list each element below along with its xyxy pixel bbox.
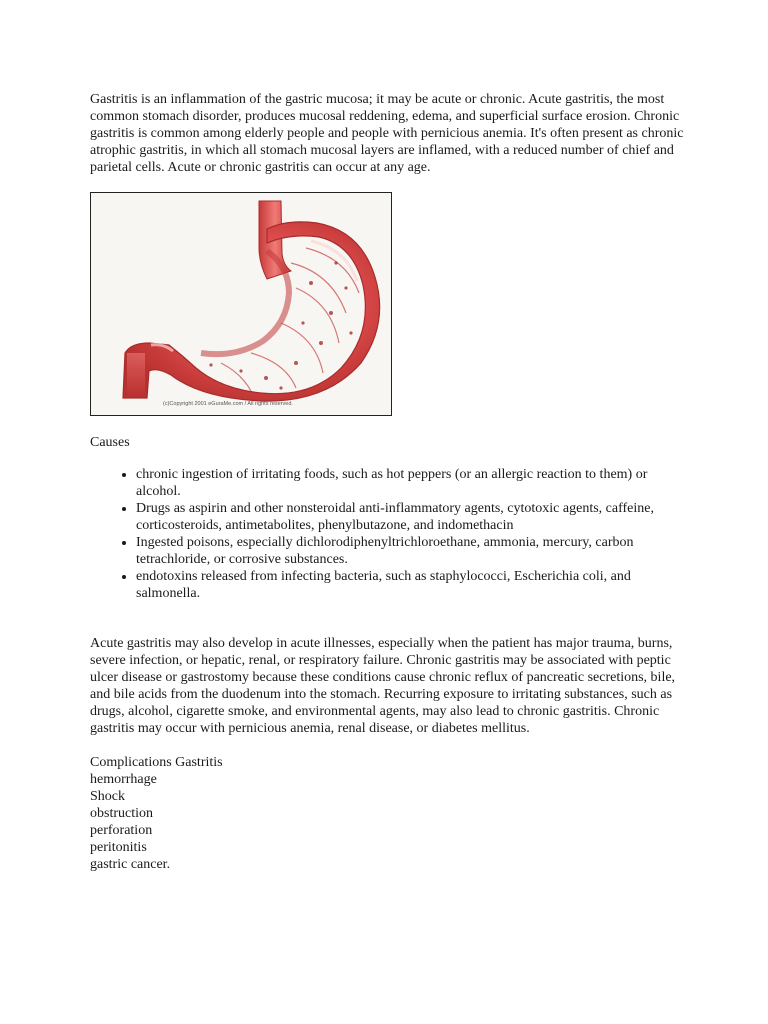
document-page — [90, 91, 685, 873]
complications-heading: Complications Gastritis — [90, 755, 223, 770]
list-item: Shock — [90, 789, 125, 804]
stomach-illustration — [90, 192, 392, 416]
list-item: • endotoxins released from infecting bacteria, such as staphylococci, Escherichia coli, and salmonella. — [136, 568, 685, 602]
list-item: obstruction — [90, 806, 153, 821]
list-item: • Ingested poisons, especially dichlorodiphenyltrichloroethane, ammonia, mercury, carbon tetrachloride, or corrosive substances. — [136, 534, 685, 568]
copyright-text: (c)Copyright 2001 eGuraMe.com / All rights reserved. — [163, 401, 293, 407]
causes-list — [90, 466, 685, 602]
intro-paragraph: Gastritis is an inflammation of the gastric mucosa; it may be acute or chronic. Acute gastritis, the most common stomach disorder, produces mucosal reddening, edema, and superficial surface erosion. Chronic gastritis is common among elderly people and people with pernicious anemia. It's often present as chronic atrophic gastritis, in which all stomach mucosal layers are inflamed, with a reduced number of chief and parietal cells. Acute or chronic gastritis can occur at any age. — [90, 92, 684, 175]
complications-section — [90, 754, 685, 873]
stomach-drawing — [91, 193, 391, 415]
causes-heading: Causes — [90, 435, 130, 450]
list-item: hemorrhage — [90, 772, 157, 787]
list-item: peritonitis — [90, 840, 147, 855]
acute-chronic-paragraph: Acute gastritis may also develop in acute illnesses, especially when the patient has major trauma, burns, severe infection, or hepatic, renal, or respiratory failure. Chronic gastritis may be associated with peptic ulcer disease or gastrostomy because these conditions cause chronic reflux of pancreatic secretions, bile, and bile acids from the duodenum into the stomach. Recurring exposure to irritating substances, such as drugs, alcohol, cigarette smoke, and environmental agents, may also lead to chronic gastritis. Chronic gastritis may occur with pernicious anemia, renal disease, or diabetes mellitus. — [90, 636, 676, 736]
list-item: • chronic ingestion of irritating foods, such as hot peppers (or an allergic reaction to them) or alcohol. — [136, 466, 685, 500]
list-item: • Drugs as aspirin and other nonsteroidal anti-inflammatory agents, cytotoxic agents, caffeine, corticosteroids, antimetabolites, phenylbutazone, and indomethacin — [136, 500, 685, 534]
list-item: gastric cancer. — [90, 857, 171, 872]
list-item: perforation — [90, 823, 153, 838]
